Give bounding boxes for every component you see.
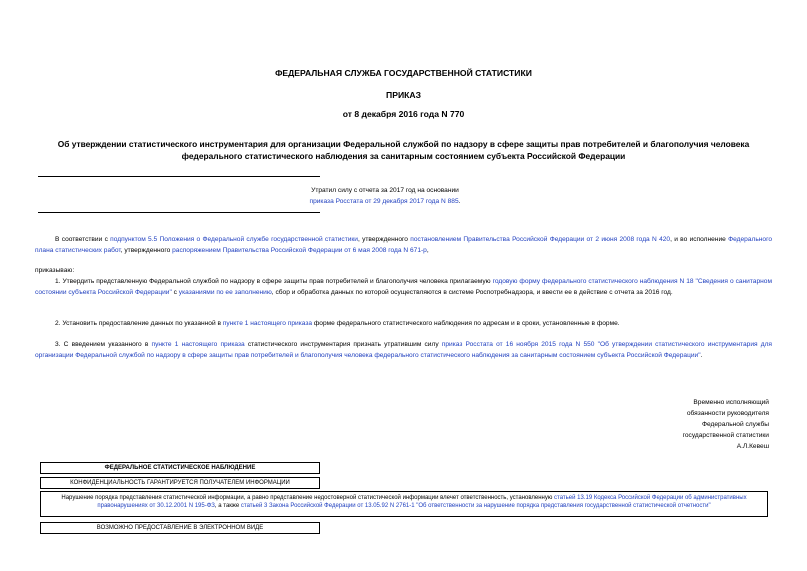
liability-text-2: , а также — [214, 503, 241, 509]
preamble-link-regulation[interactable]: подпунктом 5.5 Положения о Федеральной службе государственной статистики — [110, 236, 358, 243]
federal-observation-box: ФЕДЕРАЛЬНОЕ СТАТИСТИЧЕСКОЕ НАБЛЮДЕНИЕ — [40, 462, 320, 474]
electronic-submission-box: ВОЗМОЖНО ПРЕДОСТАВЛЕНИЕ В ЭЛЕКТРОННОМ ВИДЕ — [40, 522, 320, 534]
liability-warning-box — [40, 491, 768, 517]
preamble-text-1: В соответствии с — [55, 236, 111, 243]
document-type: ПРИКАЗ — [386, 90, 421, 100]
signatory-name: А.Л.Кевеш — [736, 443, 769, 450]
repeal-note — [200, 185, 570, 207]
p2-text-2: форме федерального статистического наблюдения по адресам и в сроки, установленные в форме. — [312, 320, 620, 327]
p2-text-1: 2. Установить предоставление данных по указанной в — [55, 320, 223, 327]
divider-top — [38, 176, 320, 177]
preamble-text-5: , — [426, 247, 429, 254]
liability-link-law[interactable]: статьей 3 Закона Российской Федерации от 13.05.92 N 2761-1 "Об ответственности за нарушение порядка представления государственной статистической отчетности" — [240, 503, 711, 509]
order-title: Об утверждении статистического инструментария для организации Федеральной службой по надзору в сфере защиты прав потребителей и благополучия человека федерального статистического наблюдения за санитарным состоянием субъекта Российской Федерации — [57, 139, 750, 161]
signature-line: Временно исполняющий — [693, 399, 769, 406]
p1-text-3: , сбор и обработка данных по которой осуществляются в системе Роспотребнадзора, и ввести ее в действие с отчета за 2016 год. — [271, 289, 673, 296]
p3-text-1: 3. С введением указанного в — [55, 341, 152, 348]
p1-link-form[interactable]: годовую форму федерального статистического наблюдения N 18 "Сведения о санитарном состоянии субъекта Российской Федерации" — [35, 278, 772, 296]
liability-link-code[interactable]: статьей 13.19 Кодекса Российской Федерации об административных правонарушениях от 30.12.2001 N 195-ФЗ — [97, 495, 747, 509]
p3-text-3: . — [700, 352, 703, 359]
p3-link-order[interactable]: приказ Росстата от 16 ноября 2015 года N 550 "Об утверждении статистического инструментария для организации Федеральной службой по надзору в сфере защиты прав потребителей и благополучия человека федерального статистического наблюдения за санитарным состоянием субъекта Российской Федерации" — [35, 341, 772, 359]
paragraph-2 — [35, 318, 772, 329]
repeal-note-end: . — [458, 198, 461, 205]
preamble-text-3: , и во исполнение — [670, 236, 729, 243]
signature-line: государственной статистики — [682, 432, 769, 439]
paragraph-1 — [35, 276, 772, 298]
p2-link-item[interactable]: пункте 1 настоящего приказа — [222, 320, 313, 327]
order-date-number: от 8 декабря 2016 года N 770 — [342, 109, 465, 119]
preamble-text-4: , утвержденного — [120, 247, 173, 254]
preamble — [35, 234, 772, 256]
order-word: приказываю: — [35, 267, 75, 274]
repeal-note-text: Утратил силу с отчета за 2017 год на основании — [311, 187, 459, 194]
repeal-note-link[interactable]: приказа Росстата от 29 декабря 2017 года N 885 — [309, 198, 459, 205]
signature-block — [589, 397, 769, 452]
preamble-link-order[interactable]: распоряжением Правительства Российской Федерации от 6 мая 2008 года N 671-р — [172, 247, 427, 254]
signature-line: обязанности руководителя — [686, 410, 769, 417]
signature-line: Федеральной службы — [701, 421, 769, 428]
divider-bottom — [38, 212, 320, 213]
organization-heading: ФЕДЕРАЛЬНАЯ СЛУЖБА ГОСУДАРСТВЕННОЙ СТАТИСТИКИ — [275, 68, 532, 78]
p1-link-instructions[interactable]: указаниями по ее заполнению — [178, 289, 272, 296]
preamble-link-plan[interactable]: Федерального плана статистических работ — [35, 236, 772, 254]
p1-text-1: 1. Утвердить представленную Федеральной службой по надзору в сфере защиты прав потребителей и благополучия человека прилагаемую — [55, 278, 493, 285]
p3-text-2: статистического инструментария признать утратившим силу — [244, 341, 442, 348]
preamble-text-2: , утвержденного — [357, 236, 411, 243]
liability-text-1: Нарушение порядка представления статистической информации, а равно представление недостоверной статистической информации влечет ответственность, установленную — [61, 495, 555, 501]
confidentiality-box: КОНФИДЕНЦИАЛЬНОСТЬ ГАРАНТИРУЕТСЯ ПОЛУЧАТЕЛЕМ ИНФОРМАЦИИ — [40, 477, 320, 489]
p1-text-2: с — [171, 289, 179, 296]
p3-link-item[interactable]: пункте 1 настоящего приказа — [151, 341, 245, 348]
paragraph-3 — [35, 339, 772, 361]
preamble-link-decree[interactable]: постановлением Правительства Российской Федерации от 2 июня 2008 года N 420 — [410, 236, 671, 243]
